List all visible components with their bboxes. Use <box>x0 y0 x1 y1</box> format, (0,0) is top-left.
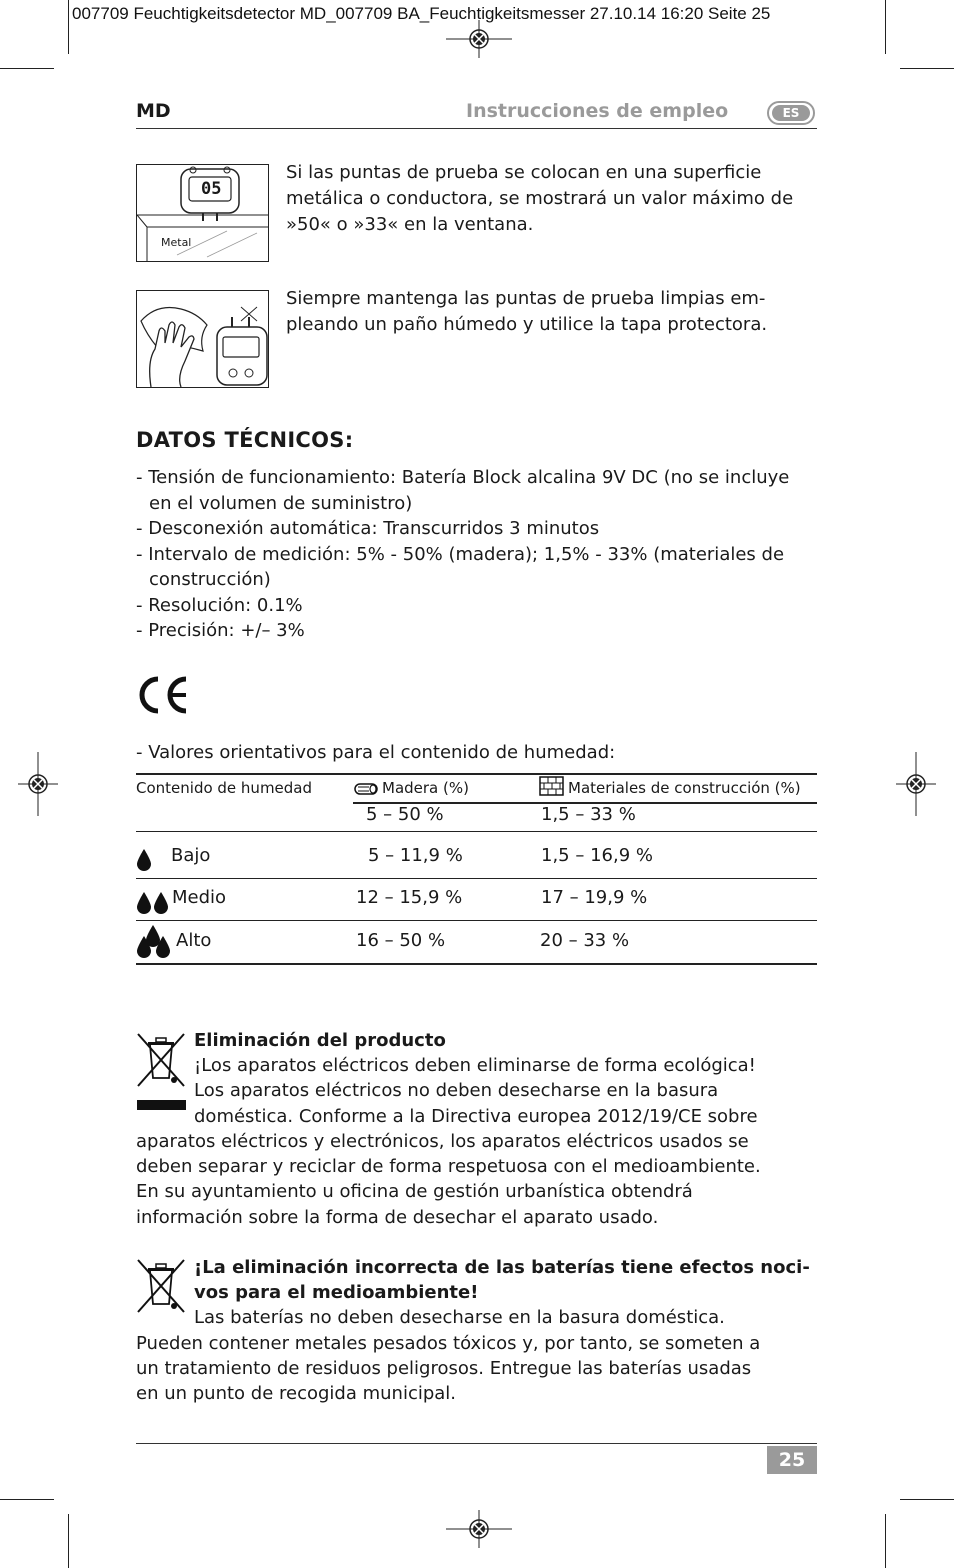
battery-title-line2: vos para el medioambiente! <box>194 1282 479 1303</box>
print-slug: 007709 Feuchtigkeitsdetector MD_007709 BA_Feuchtigkeitsmesser 27.10.14 16:20 Seite 25 <box>72 4 771 23</box>
tech-heading: DATOS TÉCNICOS: <box>136 428 354 452</box>
crossed-battery-bin-icon <box>136 1258 188 1316</box>
crossed-bin-icon <box>136 1032 188 1112</box>
ce-mark-icon <box>136 675 192 715</box>
values-intro: - Valores orientativos para el contenido de humedad: <box>136 742 616 763</box>
brand-label: MD <box>136 100 171 122</box>
col-header-building: Materiales de construcción (%) <box>568 779 801 797</box>
cleaning-figure <box>136 290 269 388</box>
page-title: Instrucciones de empleo <box>466 100 729 122</box>
registration-mark-bottom <box>446 1510 512 1548</box>
drop-icon <box>136 848 154 872</box>
page-number: 25 <box>767 1446 817 1474</box>
metal-surface-text: Si las puntas de prueba se colocan en una superficie metálica o conductora, se mostrará un valor máximo de »50« o »33« en la ventana. <box>286 162 794 235</box>
battery-line: Pueden contener metales pesados tóxicos y, por tanto, se someten a <box>136 1333 761 1354</box>
crop-mark <box>900 1499 954 1500</box>
battery-line: Las baterías no deben desecharse en la basura doméstica. <box>194 1307 725 1328</box>
disposal-title: Eliminación del producto <box>194 1030 446 1051</box>
table-rule <box>136 920 817 921</box>
col-header-wood: Madera (%) <box>382 779 469 797</box>
tech-spec-list <box>136 465 816 644</box>
crop-mark <box>885 0 886 54</box>
spec-item: - Tensión de funcionamiento: Batería Block alcalina 9V DC (no se incluye en el volumen de suministro) <box>136 467 790 514</box>
spec-item: - Precisión: +/– 3% <box>136 620 305 641</box>
disposal-line: doméstica. Conforme a la Directiva europea 2012/19/CE sobre <box>194 1106 758 1127</box>
crop-mark <box>885 1514 886 1568</box>
row-wood: 16 – 50 % <box>356 930 446 951</box>
disposal-line: ¡Los aparatos eléctricos deben eliminarse de forma ecológica! <box>194 1055 756 1076</box>
row-building: 17 – 19,9 % <box>541 887 648 908</box>
table-top-rule <box>136 773 817 775</box>
crop-mark <box>0 68 54 69</box>
table-bottom-rule <box>136 963 817 965</box>
registration-mark-top <box>446 20 512 58</box>
battery-line: en un punto de recogida municipal. <box>136 1383 457 1404</box>
row-label: Alto <box>176 930 212 951</box>
metal-surface-figure <box>136 164 269 262</box>
spec-item: - Desconexión automática: Transcurridos 3 minutos <box>136 518 600 539</box>
spec-item: - Intervalo de medición: 5% - 50% (madera); 1,5% - 33% (materiales de construcción) <box>136 543 785 590</box>
triple-drop-icon <box>136 924 172 960</box>
crop-mark <box>68 0 69 54</box>
registration-mark-right <box>896 752 936 816</box>
row-label: Medio <box>172 887 227 908</box>
row-building: 1,5 – 16,9 % <box>541 845 653 866</box>
header-rule <box>136 128 817 129</box>
disposal-line: aparatos eléctricos y electrónicos, los aparatos eléctricos usados se <box>136 1131 749 1152</box>
col-header-moisture: Contenido de humedad <box>136 779 313 797</box>
row-wood: 5 – 11,9 % <box>368 845 463 866</box>
registration-mark-left <box>18 752 58 816</box>
disposal-line: deben separar y reciclar de forma respetuosa con el medioambiente. <box>136 1156 761 1177</box>
disposal-line: información sobre la forma de desechar el aparato usado. <box>136 1207 659 1228</box>
footer-rule <box>136 1443 817 1444</box>
row-label: Bajo <box>171 845 211 866</box>
row-wood: 12 – 15,9 % <box>356 887 463 908</box>
row-building: 20 – 33 % <box>540 930 630 951</box>
battery-line: un tratamiento de residuos peligrosos. Entregue las baterías usadas <box>136 1358 752 1379</box>
wood-icon <box>354 781 380 796</box>
table-rule <box>136 831 817 832</box>
meter-display-value: 05 <box>201 179 222 199</box>
cleaning-text: Siempre mantenga las puntas de prueba limpias em-pleando un paño húmedo y utilice la tapa protectora. <box>286 288 768 335</box>
metal-label: Metal <box>161 236 192 249</box>
language-badge-label: ES <box>772 105 810 121</box>
language-badge <box>767 101 815 125</box>
table-rule <box>136 878 817 879</box>
brick-wall-icon <box>539 776 565 796</box>
battery-title-line1: ¡La eliminación incorrecta de las baterías tiene efectos noci- <box>194 1257 810 1278</box>
crop-mark <box>68 1514 69 1568</box>
crop-mark <box>0 1499 54 1500</box>
range-wood: 5 – 50 % <box>366 804 444 825</box>
disposal-line: Los aparatos eléctricos no deben desecharse en la basura <box>194 1080 719 1101</box>
crop-mark <box>900 68 954 69</box>
spec-item: - Resolución: 0.1% <box>136 594 303 616</box>
range-building: 1,5 – 33 % <box>541 804 636 825</box>
disposal-line: En su ayuntamiento u oficina de gestión urbanística obtendrá <box>136 1181 693 1202</box>
double-drop-icon <box>136 891 170 915</box>
